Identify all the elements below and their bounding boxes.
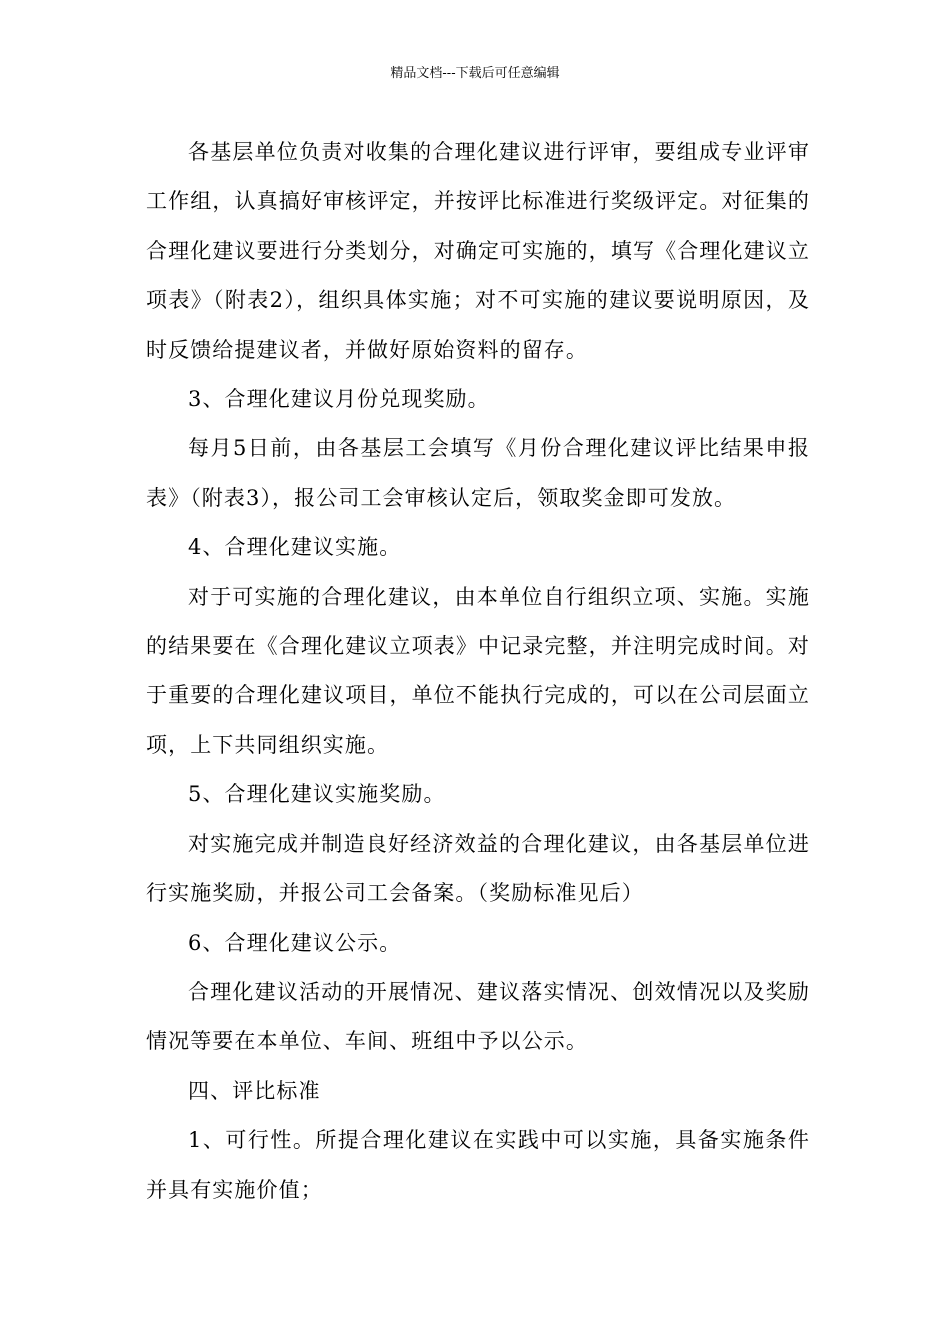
heading-implementation-reward: 5、合理化建议实施奖励。 — [188, 782, 446, 807]
paragraph-implementation: 对于可实施的合理化建议，由本单位自行组织立项、实施。实施的结果要在《合理化建议立项表》中记录完整，并注明完成时间。对于重要的合理化建议项目，单位不能执行完成的，可以在公司层面立项，上下共同组织实施。 — [146, 584, 810, 757]
heading-publicity: 6、合理化建议公示。 — [188, 930, 402, 955]
document-body — [146, 128, 810, 1215]
paragraph-implementation-reward: 对实施完成并制造良好经济效益的合理化建议，由各基层单位进行实施奖励，并报公司工会备案。（奖励标准见后） — [146, 831, 810, 906]
paragraph-review-process: 各基层单位负责对收集的合理化建议进行评审，要组成专业评审工作组，认真搞好审核评定，并按评比标准进行奖级评定。对征集的合理化建议要进行分类划分，对确定可实施的，填写《合理化建议立项表》（附表2），组织具体实施；对不可实施的建议要说明原因，及时反馈给提建议者，并做好原始资料的留存。 — [146, 140, 810, 362]
paragraph-feasibility: 1、可行性。所提合理化建议在实践中可以实施，具备实施条件并具有实施价值； — [146, 1128, 810, 1202]
heading-implementation: 4、合理化建议实施。 — [188, 535, 402, 560]
paragraph-publicity: 合理化建议活动的开展情况、建议落实情况、创效情况以及奖励情况等要在本单位、车间、班组中予以公示。 — [146, 979, 810, 1054]
heading-monthly-reward: 3、合理化建议月份兑现奖励。 — [188, 387, 490, 412]
page-header: 精品文档---下载后可任意编辑 — [390, 66, 560, 81]
paragraph-monthly-reward: 每月5日前，由各基层工会填写《月份合理化建议评比结果申报表》（附表3），报公司工会审核认定后，领取奖金即可发放。 — [146, 436, 810, 510]
section-heading-criteria: 四、评比标准 — [188, 1078, 321, 1103]
